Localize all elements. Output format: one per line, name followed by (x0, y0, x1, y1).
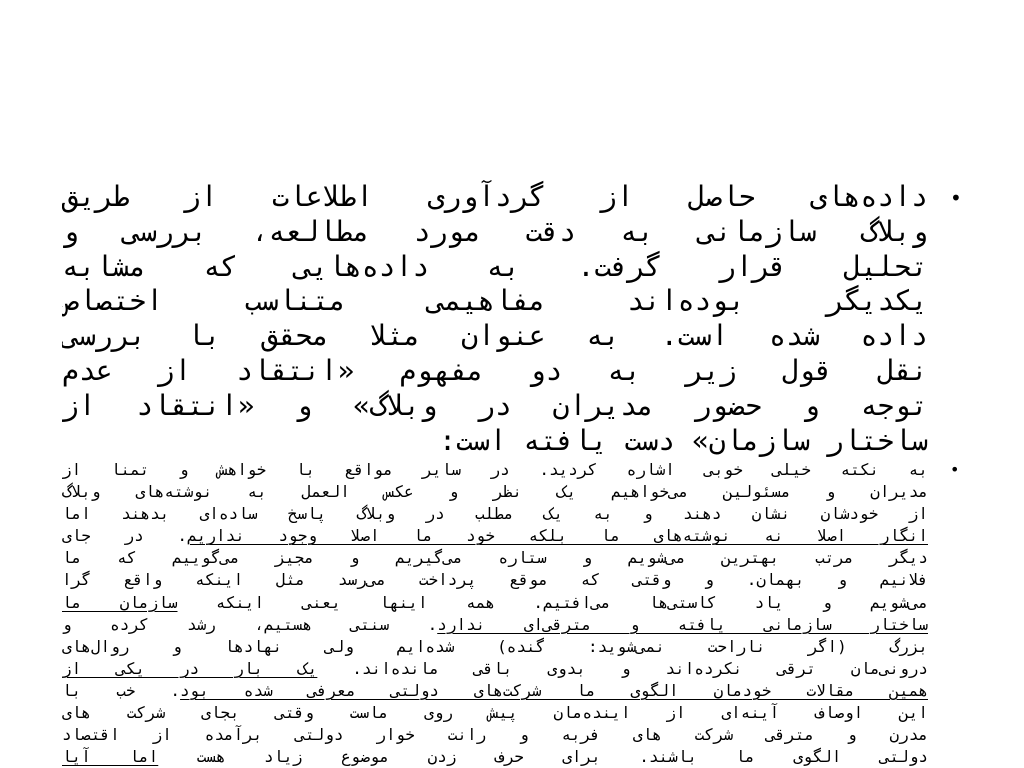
quote-line (62, 614, 928, 636)
quote-underlined-text: سازمان ما (62, 592, 178, 612)
summary-line: ساختار سازمان» دست یافته است: (439, 423, 928, 457)
quote-text: به نکته خیلی خوبی اشاره کردید. در سایر مواقع با خواهش و تمنا از (62, 460, 928, 479)
quote-line (62, 746, 928, 768)
quote-text: . سنتی هستیم، رشد کرده و (62, 614, 438, 634)
summary-line: تحلیل قرار گرفت. به داده‌هایی که مشابه (62, 249, 928, 283)
quote-text: فلانیم و بهمان. و وقتی که موقع پرداخت می‌رسد مثل اینکه واقع گرا (62, 570, 928, 590)
summary-line: داده‌های حاصل از گردآوری اطلاعات از طریق (62, 180, 928, 213)
quote-underlined-text: یک بار در یکی از (62, 658, 318, 678)
quote-text: می‌شویم و یاد کاستی‌ها می‌افتیم. همه اینها یعنی اینکه (177, 592, 928, 612)
quote-underlined-text: همین مقالات خودمان الگوی ما شرکت‌های دولتی معرفی شده بود (180, 680, 928, 700)
quote-underlined-text: اما آیا (62, 747, 159, 767)
quote-text: مدیران و مسئولین می‌خواهیم یک نظر و عکس العمل به نوشته‌های وبلاگ (62, 482, 928, 502)
summary-line: یکدیگر بوده‌اند مفاهیمی متناسب اختصاص (62, 284, 928, 318)
quote-line (62, 592, 928, 614)
quote-line (62, 658, 928, 680)
quote-line (62, 481, 928, 503)
quote-underlined-text: ساختار سازمانی یافته و مترقی‌ای ندارد (437, 614, 928, 634)
quote-text: . خب با (62, 680, 181, 700)
summary-line: وبلاگ سازمانی به دقت مورد مطالعه، بررسی و (62, 214, 928, 248)
quote-line (62, 569, 928, 591)
quote-line (62, 702, 928, 724)
summary-line: نقل قول زیر به دو مفهوم «انتقاد از عدم (62, 353, 928, 387)
quote-line (62, 724, 928, 746)
quote-line (62, 636, 928, 658)
quote-line (62, 525, 928, 547)
quote-line (62, 547, 928, 569)
quote-paragraph (62, 459, 928, 768)
quote-line (62, 680, 928, 702)
bullet-item-quote (62, 459, 960, 768)
quote-text: بزرگ (اگر ناراحت نمی‌شوید: گنده) شده‌ایم ولی نهادها و روال‌های (62, 636, 928, 656)
quote-text: دیگر مرتب بهترین می‌شویم و ستاره می‌گیریم و مجیز می‌گوییم که ما (62, 548, 928, 568)
summary-line: توجه و حضور مدیران در وبلاگ» و «انتقاد از (62, 388, 928, 422)
bullet-item-summary (62, 180, 962, 458)
quote-text: دولتی الگوی ما باشند. برای حرف زدن موضوع زیاد هست (158, 747, 928, 767)
quote-text: . در جای (62, 526, 188, 546)
quote-text: درونی‌مان ترقی نکرده‌اند و بدوی باقی مانده‌اند. (317, 658, 928, 678)
bullet-marker: • (950, 186, 962, 210)
bullet-marker: • (950, 460, 960, 479)
quote-underlined-text: انگار اصلا نه نوشته‌های ما بلکه خود ما اصلا وجود نداریم (187, 526, 928, 546)
quote-text: این اوصاف آینه‌ای از اینده‌مان پیش روی ماست وقتی بجای شرکت های (62, 703, 928, 723)
quote-line (62, 503, 928, 525)
summary-paragraph (62, 180, 928, 458)
summary-line: داده شده است. به عنوان مثلا محقق با بررسی (62, 319, 928, 353)
quote-line (62, 459, 928, 481)
quote-text: از خودشان نشان دهند و به یک مطلب در وبلاگ پاسخ ساده‌ای بدهند اما (62, 504, 928, 524)
quote-text: مدرن و مترقی شرکت های فربه و رانت خوار دولتی برآمده از اقتصاد (62, 725, 928, 745)
